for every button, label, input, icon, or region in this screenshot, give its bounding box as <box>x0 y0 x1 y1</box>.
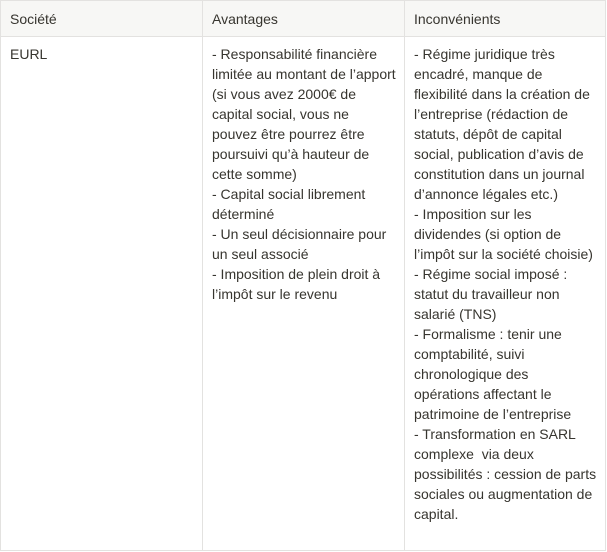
inconvenient-item: - Transformation en SARL complexe via deux possibilités : cession de parts sociales ou augmentation de capital. <box>414 426 600 522</box>
avantage-item: - Responsabilité financière limitée au montant de l’apport (si vous avez 2000€ de capital social, vous ne pouvez être pourrez être poursuivi qu’à hauteur de cette somme) <box>212 46 400 182</box>
avantage-item: - Imposition de plein droit à l’impôt sur le revenu <box>212 266 384 302</box>
cell-inconvenients <box>405 37 606 551</box>
avantage-item: - Capital social librement déterminé <box>212 186 370 222</box>
header-avantages: Avantages <box>203 1 405 37</box>
inconvenient-item: - Régime juridique très encadré, manque de flexibilité dans la création de l’entreprise (rédaction de statuts, dépôt de capital social, publication d’avis de constitution dans un journal d’annonce légales etc.) <box>414 46 594 202</box>
header-inconvenients: Inconvénients <box>405 1 606 37</box>
table-row <box>1 37 606 551</box>
inconvenient-item: - Imposition sur les dividendes (si option de l’impôt sur la société choisie) <box>414 206 593 262</box>
inconvenient-item: - Régime social imposé : statut du travailleur non salarié (TNS) <box>414 266 572 322</box>
table-header-row <box>1 1 606 37</box>
avantage-item: - Un seul décisionnaire pour un seul associé <box>212 226 391 262</box>
cell-societe: EURL <box>1 37 203 551</box>
cell-avantages <box>203 37 405 551</box>
inconvenient-item: - Formalisme : tenir une comptabilité, suivi chronologique des opérations affectant le patrimoine de l’entreprise <box>414 326 572 422</box>
header-societe: Société <box>1 1 203 37</box>
